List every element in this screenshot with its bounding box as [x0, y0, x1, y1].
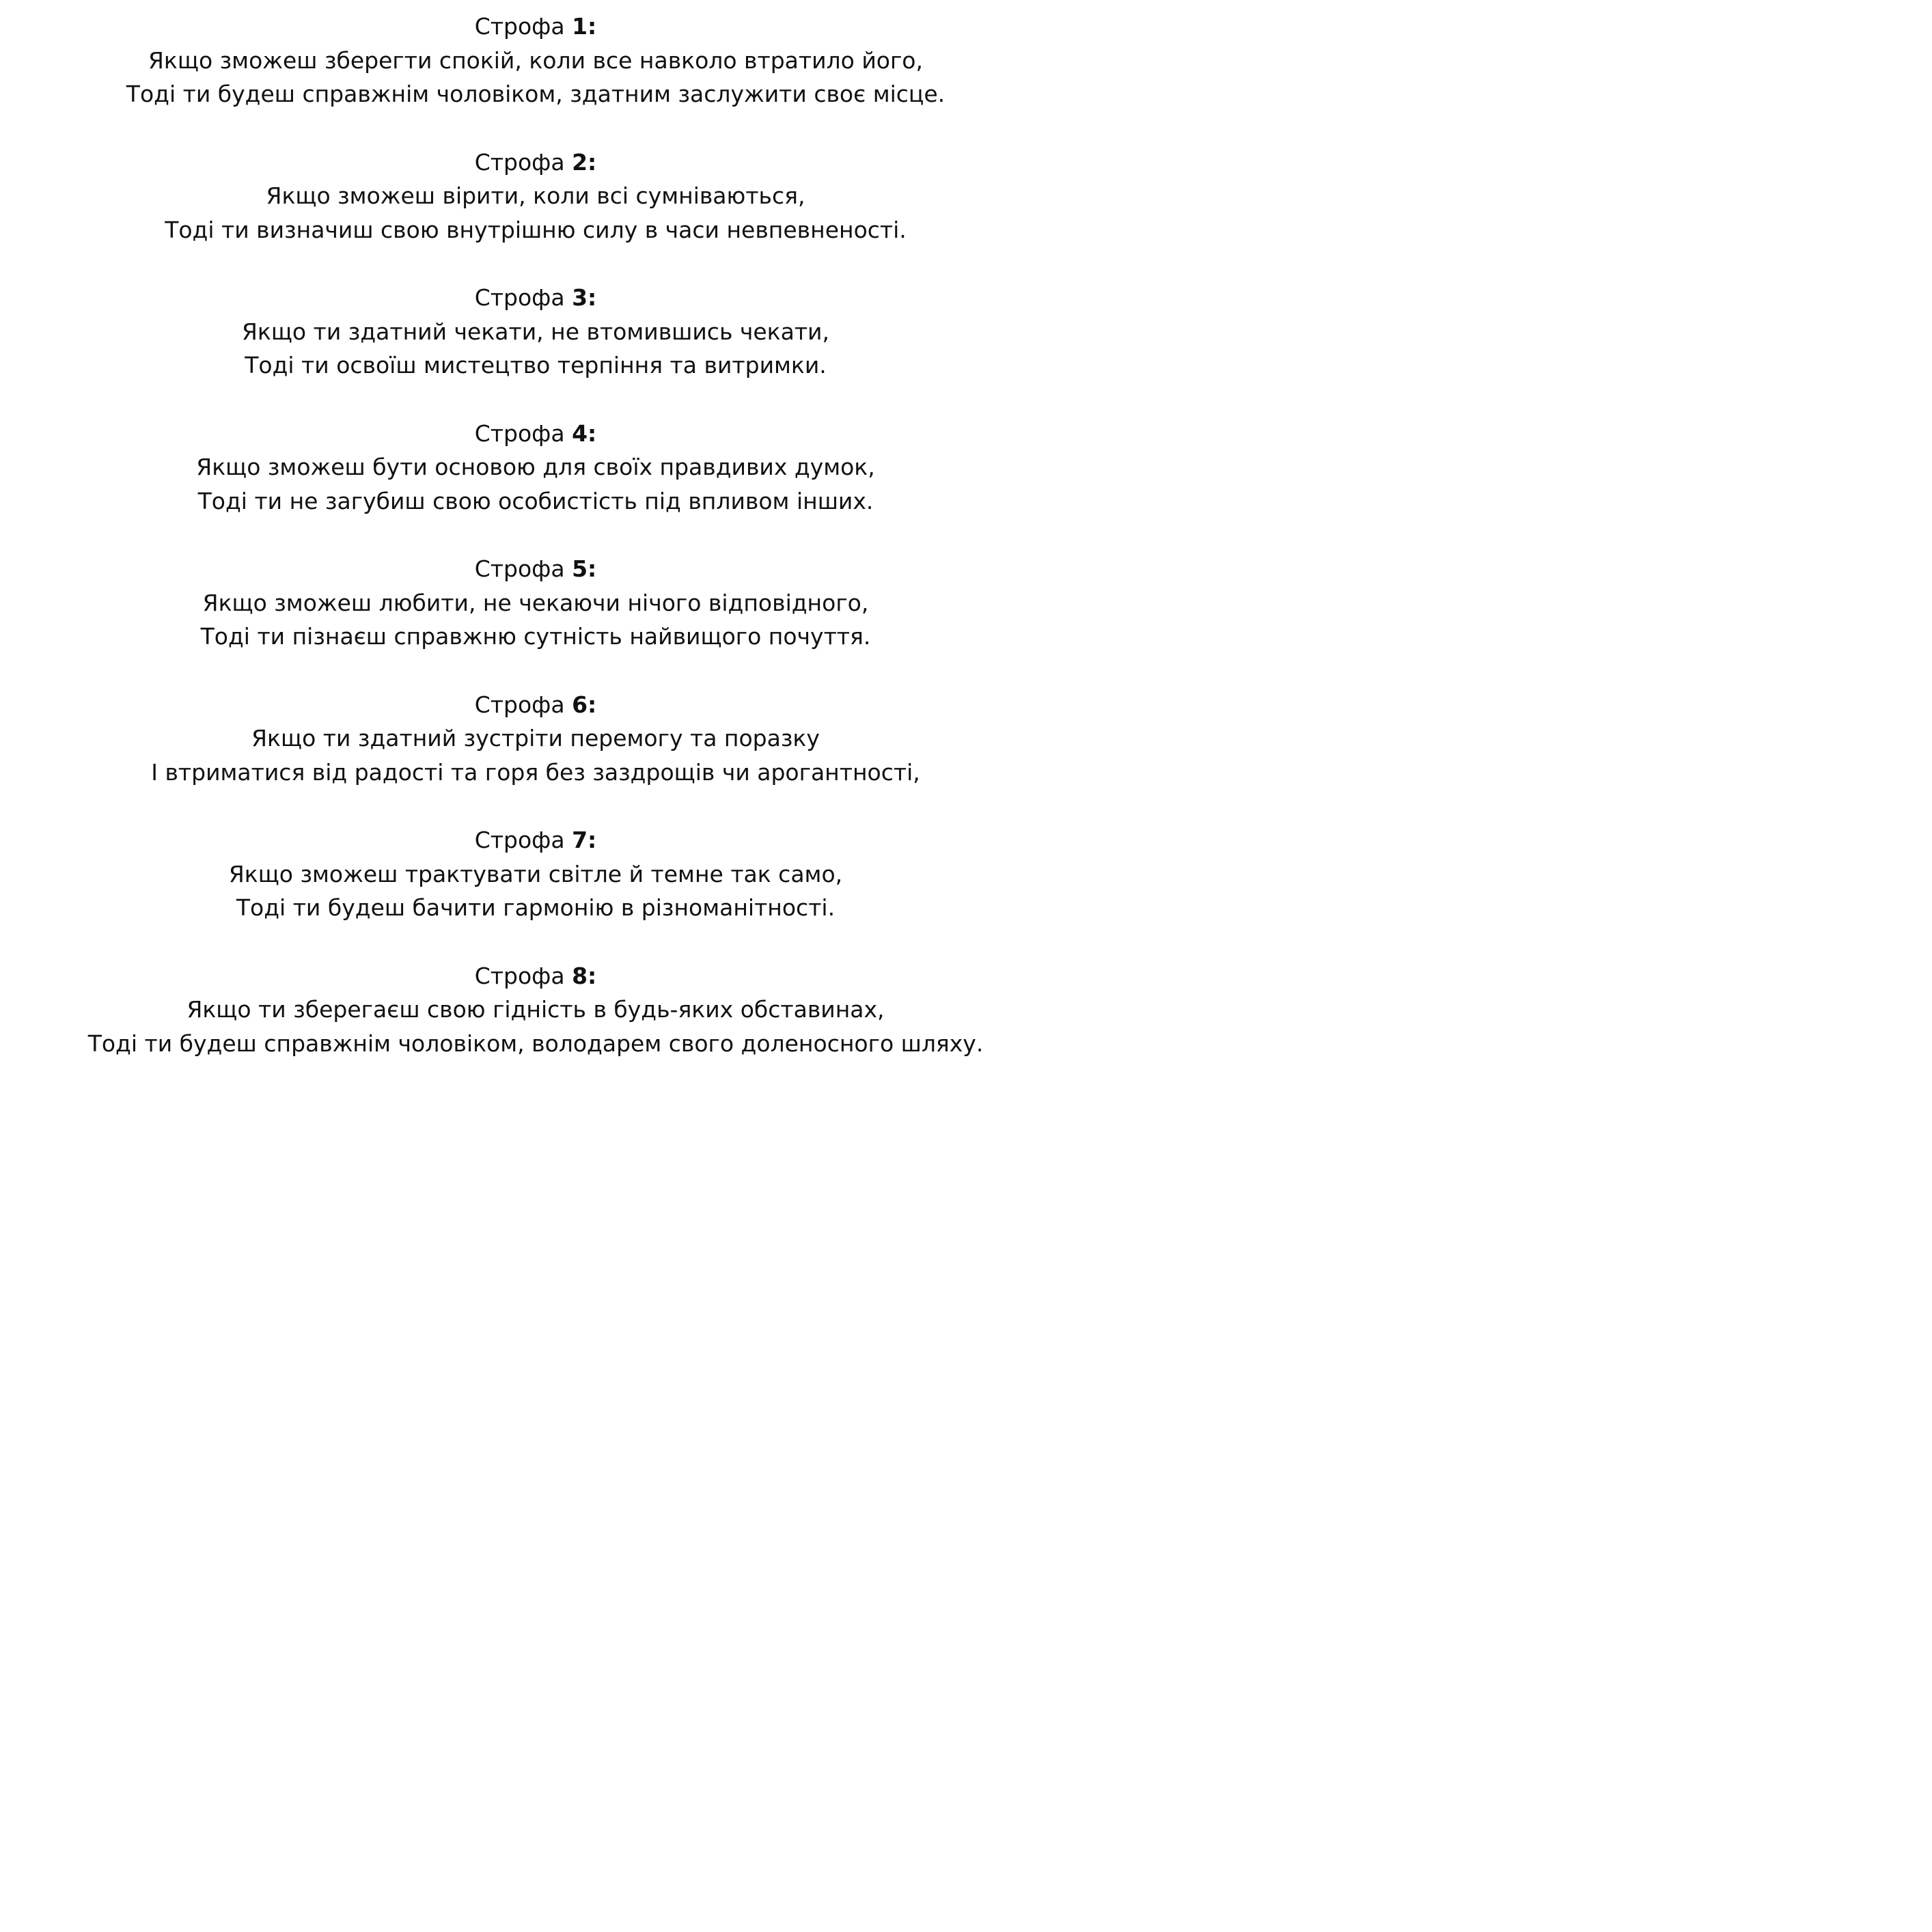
stanza-label: Строфа [474, 13, 565, 40]
stanza-line: Тоді ти не загубиш свою особистість під впливом інших. [197, 487, 874, 514]
stanza-label: Строфа [474, 691, 565, 718]
stanza-line: Тоді ти освоїш мистецтво терпіння та витримки. [245, 352, 827, 378]
stanza-line: Тоді ти будеш справжнім чоловіком, володарем свого доленосного шляху. [87, 1030, 984, 1057]
stanza-heading [0, 417, 1071, 451]
stanza-heading [0, 823, 1071, 857]
stanza-line: Якщо зможеш вірити, коли всі сумніваються, [266, 182, 805, 209]
stanza-heading [0, 688, 1071, 722]
stanza-number: 2: [572, 148, 597, 176]
stanza-line: Тоді ти будеш справжнім чоловіком, здатним заслужити своє місце. [126, 81, 946, 107]
stanza-line: Якщо зможеш любити, не чекаючи нічого відповідного, [202, 589, 869, 616]
stanza-number: 5: [572, 555, 597, 582]
stanza-line: Тоді ти визначиш свою внутрішню силу в часи невпевненості. [165, 216, 907, 243]
stanza-1 [0, 10, 1071, 146]
stanza-number: 4: [572, 419, 597, 447]
stanza-line: Якщо зможеш зберегти спокій, коли все навколо втратило його, [148, 46, 923, 74]
stanza-line: Якщо зможеш трактувати світле й темне так само, [228, 860, 843, 887]
stanza-3 [0, 281, 1071, 417]
stanza-6 [0, 688, 1071, 824]
stanza-5 [0, 552, 1071, 688]
poem-page [0, 0, 1071, 1071]
stanza-number: 6: [572, 691, 597, 718]
stanza-heading [0, 10, 1071, 44]
stanza-7 [0, 823, 1071, 959]
stanza-line: Якщо ти здатний чекати, не втомившись чекати, [241, 318, 829, 345]
stanza-label: Строфа [474, 419, 565, 447]
stanza-label: Строфа [474, 962, 565, 989]
stanza-line: Якщо ти здатний зустріти перемогу та поразку [251, 725, 820, 751]
stanza-heading [0, 281, 1071, 315]
stanza-2 [0, 146, 1071, 281]
stanza-number: 8: [572, 962, 597, 989]
stanza-heading [0, 552, 1071, 586]
stanza-line: Якщо ти зберегаєш свою гідність в будь-яких обставинах, [187, 996, 885, 1023]
stanza-number: 1: [572, 13, 597, 40]
stanza-label: Строфа [474, 827, 565, 853]
stanza-4 [0, 417, 1071, 553]
stanza-heading [0, 146, 1071, 180]
stanza-line: Тоді ти пізнаєш справжню сутність найвищого почуття. [200, 623, 871, 650]
stanza-line: Якщо зможеш бути основою для своїх правдивих думок, [196, 454, 875, 480]
stanza-number: 3: [572, 284, 597, 311]
stanza-label: Строфа [474, 284, 565, 311]
stanza-line: І втриматися від радості та горя без заздрощів чи арогантності, [151, 758, 920, 786]
stanza-heading [0, 959, 1071, 993]
stanza-line: Тоді ти будеш бачити гармонію в різноманітності. [236, 894, 836, 921]
stanza-label: Строфа [474, 148, 565, 176]
stanza-8 [0, 959, 1071, 1095]
stanza-number: 7: [572, 827, 597, 853]
stanza-label: Строфа [474, 555, 565, 582]
